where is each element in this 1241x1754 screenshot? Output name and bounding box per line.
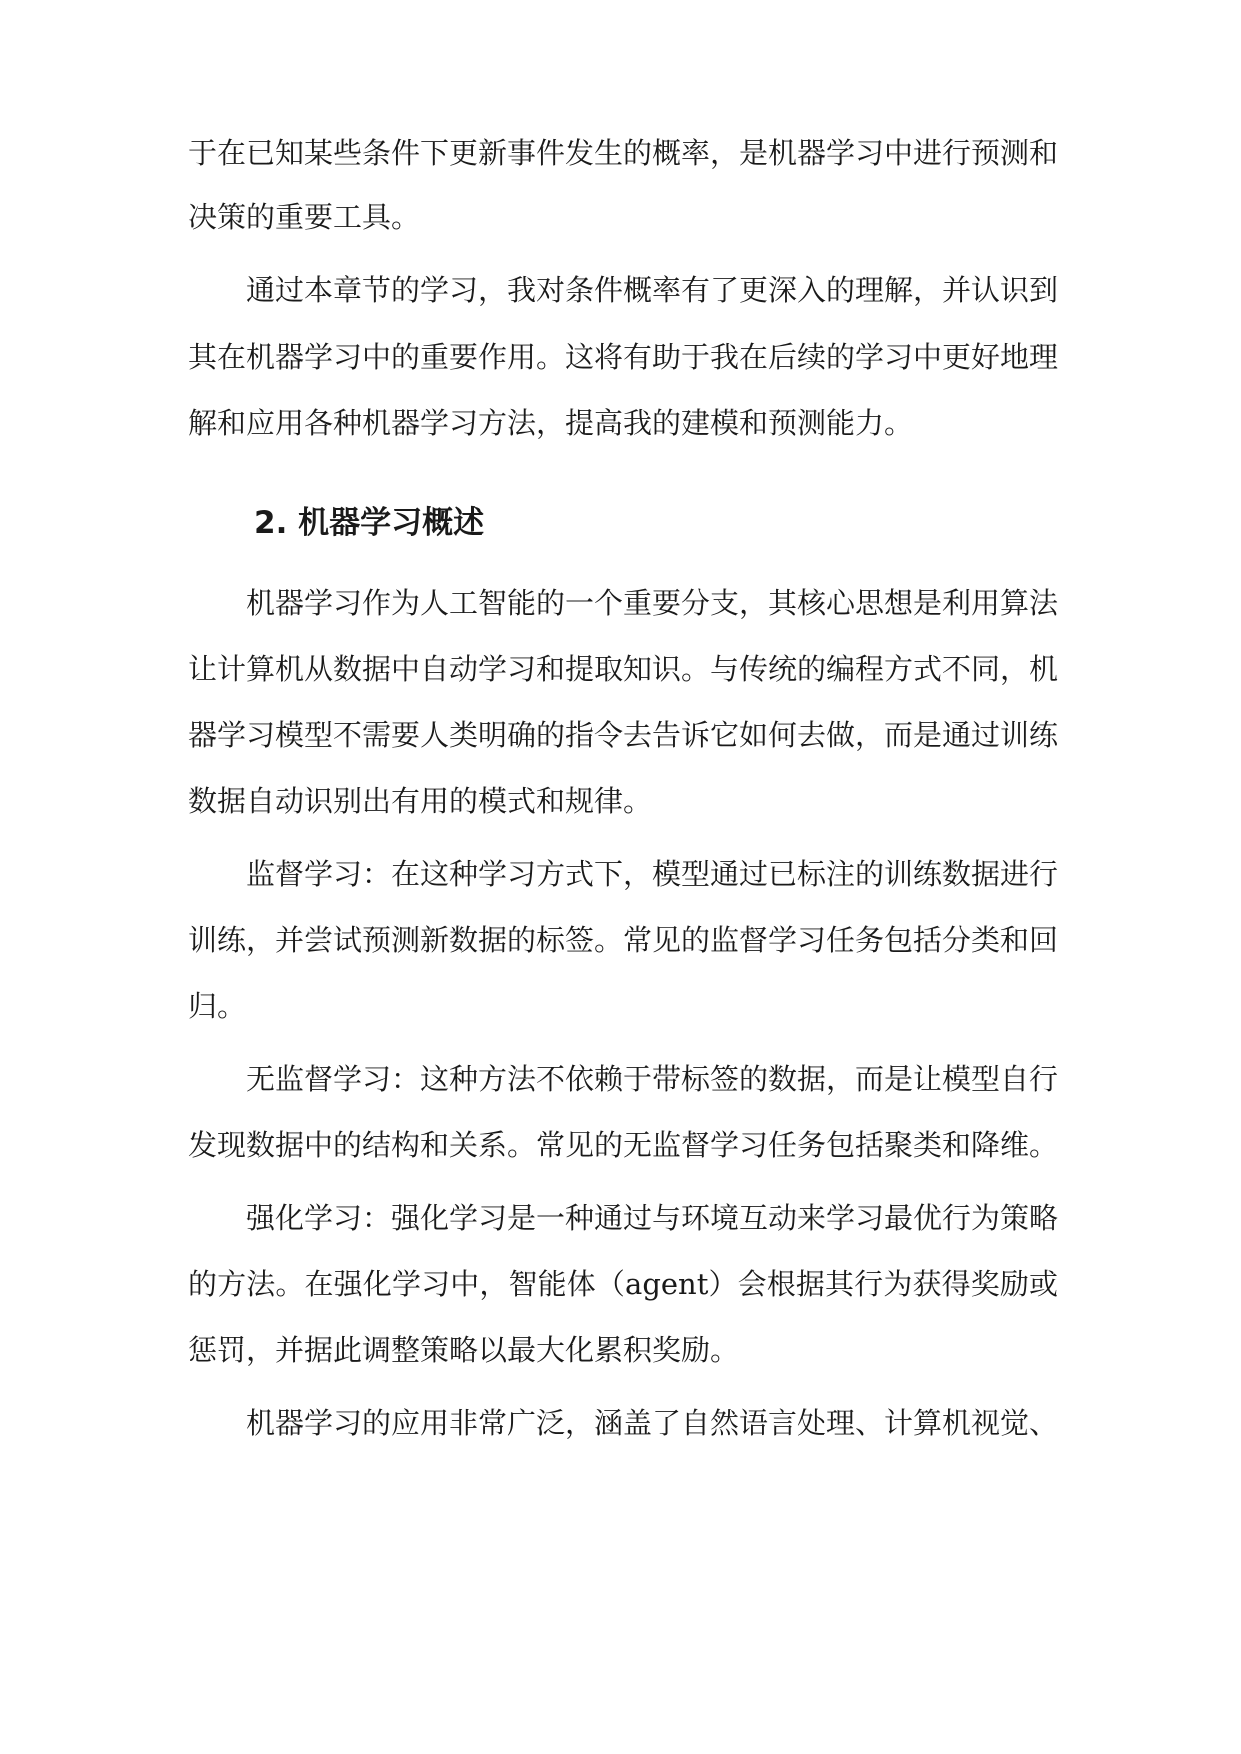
text-line: 数据自动识别出有用的模式和规律。 (188, 784, 653, 818)
text-line: 器学习模型不需要人类明确的指令去告诉它如何去做，而是通过训练 (188, 718, 1059, 752)
text-line: 归。 (188, 989, 247, 1023)
text-line: 训练，并尝试预测新数据的标签。常见的监督学习任务包括分类和回 (188, 923, 1059, 957)
text-line: 通过本章节的学习，我对条件概率有了更深入的理解，并认识到 (246, 273, 1059, 307)
text-line: 于在已知某些条件下更新事件发生的概率，是机器学习中进行预测和 (188, 136, 1059, 170)
text-line: 的方法。在强化学习中，智能体（agent）会根据其行为获得奖励或 (188, 1267, 1058, 1301)
text-line: 发现数据中的结构和关系。常见的无监督学习任务包括聚类和降维。 (188, 1128, 1059, 1162)
section-heading: 2. 机器学习概述 (254, 505, 485, 541)
text-line: 解和应用各种机器学习方法，提高我的建模和预测能力。 (188, 406, 914, 440)
text-line: 监督学习：在这种学习方式下，模型通过已标注的训练数据进行 (246, 857, 1059, 891)
text-line: 强化学习：强化学习是一种通过与环境互动来学习最优行为策略 (246, 1201, 1059, 1235)
text-line: 惩罚，并据此调整策略以最大化累积奖励。 (188, 1333, 740, 1367)
text-line: 机器学习的应用非常广泛，涵盖了自然语言处理、计算机视觉、 (246, 1406, 1059, 1440)
text-line: 让计算机从数据中自动学习和提取知识。与传统的编程方式不同，机 (188, 652, 1059, 686)
text-line: 无监督学习：这种方法不依赖于带标签的数据，而是让模型自行 (246, 1062, 1059, 1096)
text-line: 机器学习作为人工智能的一个重要分支，其核心思想是利用算法 (246, 586, 1059, 620)
text-line: 其在机器学习中的重要作用。这将有助于我在后续的学习中更好地理 (188, 340, 1059, 374)
text-line: 决策的重要工具。 (188, 200, 421, 234)
